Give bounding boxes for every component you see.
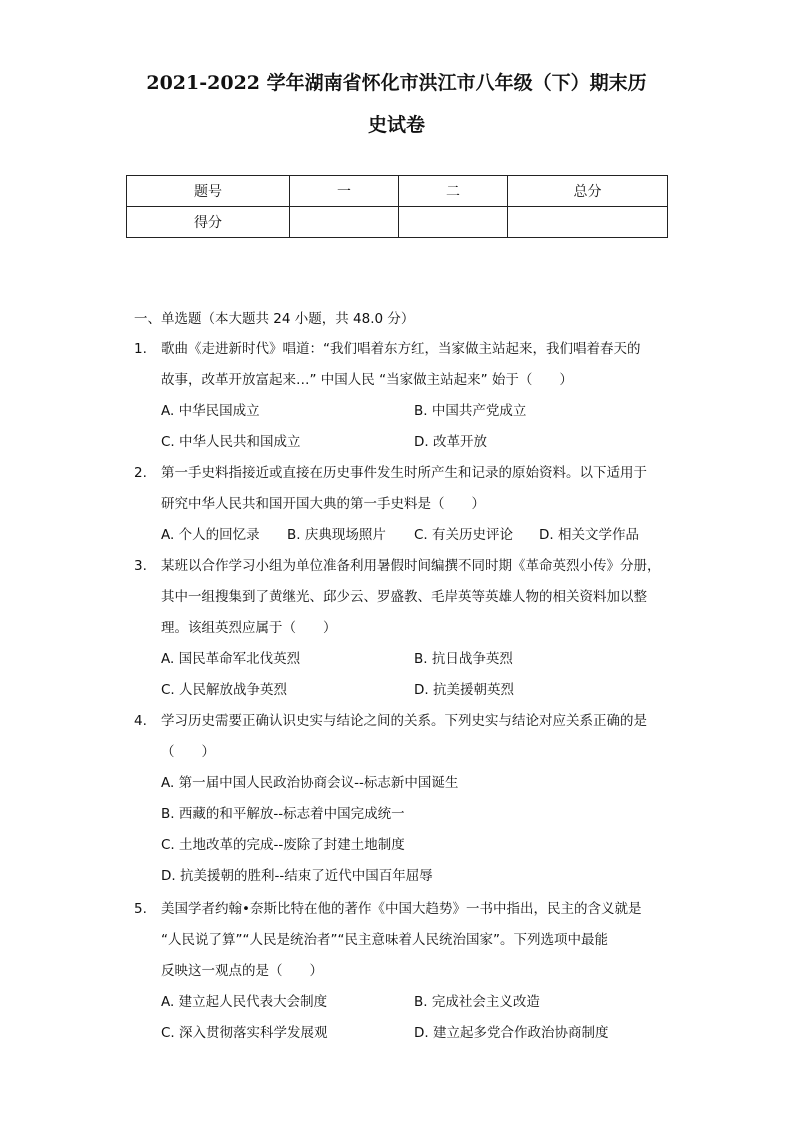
exam-title-line2: 史试卷: [367, 114, 425, 136]
question-1: [134, 334, 664, 458]
question-text: 研究中华人民共和国开国大典的第一手史料是（ ）: [161, 496, 485, 512]
question-text: 某班以合作学习小组为单位准备利用暑假时间编撰不同时期《革命英烈小传》分册，: [161, 558, 661, 574]
option-a: A. 第一届中国人民政治协商会议--标志新中国诞生: [161, 775, 459, 791]
option-b: B. 完成社会主义改造: [414, 994, 540, 1010]
option-c: C. 中华人民共和国成立: [161, 434, 301, 450]
option-b: B. 抗日战争英烈: [414, 651, 513, 667]
question-number: 4.: [134, 713, 147, 729]
question-text: “人民说了算”“人民是统治者”“民主意味着人民统治国家”。下列选项中最能: [161, 932, 608, 948]
score-header-cell: 二: [399, 176, 508, 207]
option-c: C. 深入贯彻落实科学发展观: [161, 1025, 328, 1041]
score-header-cell: 一: [290, 176, 399, 207]
option-a: A. 中华民国成立: [161, 403, 260, 419]
question-3: [134, 551, 664, 706]
question-number: 2.: [134, 465, 147, 481]
question-text: 其中一组搜集到了黄继光、邱少云、罗盛教、毛岸英等英雄人物的相关资料加以整: [161, 589, 647, 605]
question-number: 1.: [134, 341, 147, 357]
option-a: A. 个人的回忆录: [161, 527, 260, 543]
question-number: 3.: [134, 558, 147, 574]
question-text: 理。该组英烈应属于（ ）: [161, 620, 337, 636]
option-d: D. 建立起多党合作政治协商制度: [414, 1025, 609, 1041]
score-cell: [290, 207, 399, 238]
option-a: A. 国民革命军北伐英烈: [161, 651, 301, 667]
score-header-cell: 总分: [508, 176, 668, 207]
question-text: 故事，改革开放富起来…” 中国人民 “当家做主站起来” 始于（ ）: [161, 372, 573, 388]
score-row-label: 得分: [127, 207, 290, 238]
question-text: 第一手史料指接近或直接在历史事件发生时所产生和记录的原始资料。以下适用于: [161, 465, 647, 481]
question-4: [134, 706, 664, 892]
score-header-cell: 题号: [127, 176, 290, 207]
score-cell: [399, 207, 508, 238]
option-d: D. 改革开放: [414, 434, 487, 450]
score-table-header-row: [127, 176, 668, 207]
score-table-score-row: [127, 207, 668, 238]
option-a: A. 建立起人民代表大会制度: [161, 994, 328, 1010]
option-d: D. 抗美援朝英烈: [414, 682, 514, 698]
score-table: [126, 175, 668, 238]
question-2: [134, 458, 664, 551]
question-5: [134, 894, 664, 1049]
question-text: 反映这一观点的是（ ）: [161, 963, 323, 979]
option-d: D. 抗美援朝的胜利--结束了近代中国百年屈辱: [161, 868, 433, 884]
score-cell: [508, 207, 668, 238]
option-d: D. 相关文学作品: [539, 527, 639, 543]
option-b: B. 中国共产党成立: [414, 403, 527, 419]
question-text: 学习历史需要正确认识史实与结论之间的关系。下列史实与结论对应关系正确的是: [161, 713, 647, 729]
question-text: 歌曲《走进新时代》唱道：“我们唱着东方红，当家做主站起来，我们唱着春天的: [161, 341, 641, 357]
option-c: C. 土地改革的完成--废除了封建土地制度: [161, 837, 405, 853]
exam-title: [100, 62, 693, 146]
section-heading: 一、单选题（本大题共 24 小题，共 48.0 分）: [134, 311, 415, 327]
question-number: 5.: [134, 901, 147, 917]
option-b: B. 西藏的和平解放--标志着中国完成统一: [161, 806, 405, 822]
option-c: C. 有关历史评论: [414, 527, 514, 543]
exam-title-line1: 2021-2022 学年湖南省怀化市洪江市八年级（下）期末历: [146, 72, 647, 94]
question-text: 美国学者约翰•奈斯比特在他的著作《中国大趋势》一书中指出，民主的含义就是: [161, 901, 642, 917]
option-b: B. 庆典现场照片: [287, 527, 386, 543]
option-c: C. 人民解放战争英烈: [161, 682, 288, 698]
question-text: （ ）: [161, 744, 215, 760]
